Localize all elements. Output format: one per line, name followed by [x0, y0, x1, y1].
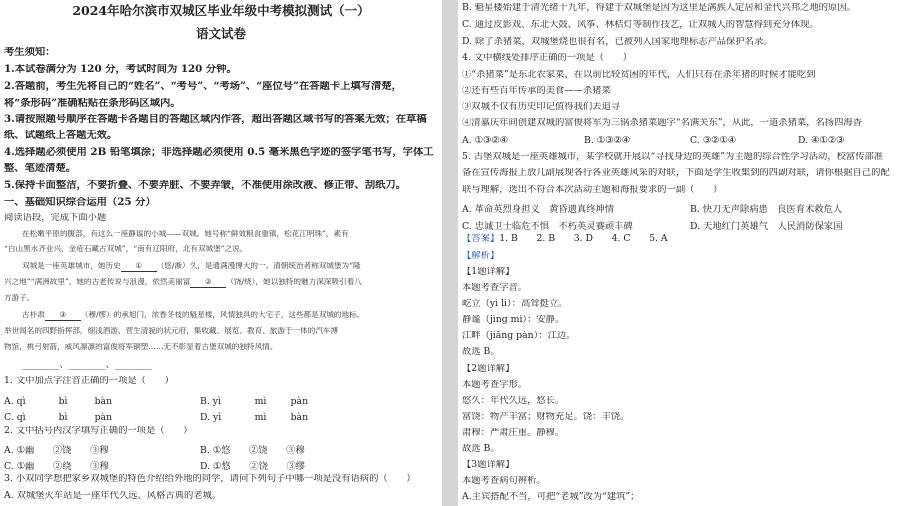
explanation-line: 肃穆：严肃庄重。静穆。	[462, 428, 565, 438]
question-5: 5. 古堡双城是一座英雄城市，某学校就开展以“寻找身边的英雄”为主题的综合性学习活动，校富传部准	[462, 152, 884, 162]
passage-line: 物馆，桃弓射箭，威风凛凛的富俊将军铜塑……无不彰显着古堡双城的独特风情。	[4, 343, 278, 351]
explanation-line: A.主宾搭配不当，可把“老城”改为“建筑”；	[462, 492, 640, 502]
blank-2: ②	[190, 278, 226, 288]
explanation-header: 【3题详解】	[462, 460, 515, 470]
explanation-line: 故选 B。	[462, 444, 500, 454]
left-page	[0, 0, 442, 506]
notice-line: 2.答题前，考生先将自己的“姓名”、“考号”、“考场”、“座位号”在答题卡上填写清楚，	[4, 81, 402, 92]
passage-line: 在松嫩平原的腹部，有这么一座静谧的小城——双城。她号称“鲜效粮食重镇，松花江明珠”，素有	[22, 230, 349, 238]
question-3: 3. 小双同学想把家乡双城堡的特色介绍给外地的同学，请问下列句子中哪一项是没有语病的（ ）	[4, 474, 416, 484]
q4-option-d[interactable]: D. ④①②③	[798, 135, 845, 146]
question-1: 1. 文中加点字注音正确的一项是（ ）	[4, 376, 174, 386]
answer-label: 【答案】	[462, 234, 500, 244]
q3-option-b[interactable]: B. 魁星楼始建于清光绪十九年，得建于双城堡是因为这里是满族人定居和金代兴邦之地的原因。	[462, 3, 856, 13]
analysis-label: 【解析】	[462, 251, 500, 261]
q4-item: ④清嘉庆年间创建双城的富俊将军为三锅杀猪菜题字“名满关东”，从此，一道杀猪菜，名扬四海香	[462, 118, 862, 128]
explanation-line: 本题考查字形。	[462, 380, 528, 390]
q4-option-b[interactable]: B. ①③②④	[584, 135, 631, 146]
q3-option-c[interactable]: C. 通过皮影戏、东北大鼓、风筝、林桔灯等制作技艺，让双城人的智慧得到充分体现。	[462, 20, 819, 30]
q4-item: ③双城不仅有历史印记值得我们去追寻	[462, 102, 621, 112]
blank-3: ③	[45, 311, 81, 321]
q4-item: ②还有些百年传承的美食——杀猪菜	[462, 86, 611, 96]
passage-line: 举世闻名的四野指挥部，细浅酒游、营生清貌的状元府，集收藏、展览、教育、旅游于一体的汽车博	[4, 327, 339, 335]
q5-option-b[interactable]: B. 快刀无声除病患 良医育术救危人	[690, 204, 843, 215]
notice-line: 将“条形码”准确粘贴在条形码区域内。	[4, 98, 181, 109]
right-page	[458, 0, 900, 506]
question-4: 4. 文中横线处排序正确的一项是（ ）	[462, 53, 632, 63]
section-heading: 一、基础知识综合运用（25 分）	[4, 197, 156, 208]
q2-option-d[interactable]: D. ①悠 ②饶 ③缪	[200, 461, 306, 472]
blank-1: ①	[121, 262, 157, 272]
passage-line: “白山黑水齐业兴，金疮石藏古双城”，“南有辽阳府，北有双城堡”之说。	[4, 245, 248, 253]
explanation-line: 悠久：年代久远，悠长。	[462, 396, 565, 406]
q4-item: ①“杀猪菜”是东北农家菜，在以前比较贫困的年代，人们只有在杀年猪的时候才能吃到	[462, 70, 816, 80]
explanation-line: 屹立（yì lì）：高耸挺立。	[462, 299, 568, 309]
question-2: 2. 文中括号内汉字填写正确的一项是（ ）	[4, 426, 193, 436]
notice-line: 纸、试题纸上答题无效。	[4, 130, 118, 141]
notice-line: 1.本试卷满分为 120 分，考试时间为 120 分钟。	[4, 64, 237, 75]
q5-option-d[interactable]: D. 天地红门英雄气 人民消防保家国	[690, 221, 843, 232]
explanation-line: 本题考查字音。	[462, 283, 528, 293]
q4-option-c[interactable]: C. ③②①④	[690, 135, 737, 146]
explanation-line: 故选 B。	[462, 347, 500, 357]
q3-option-d[interactable]: D. 除了杀猪菜，双城堡烧也很有名，已被列入国家地理标志产品保护名录。	[462, 37, 773, 47]
q3-option-a[interactable]: A. 双城堡火车站是一座年代久远、风格古典的老城。	[4, 491, 222, 501]
explanation-header: 【1题详解】	[462, 267, 515, 277]
q2-option-a[interactable]: A. ①幽 ②饶 ③穆	[4, 445, 109, 456]
passage-line: 方游子。	[4, 294, 35, 302]
explanation-line: 富饶：物产丰富；财物充足。饶：丰饶。	[462, 412, 630, 422]
q4-option-a[interactable]: A. ①③②④	[462, 135, 508, 146]
explanation-header: 【2题详解】	[462, 364, 515, 374]
explanation-line: 本题考查病句辨析。	[462, 476, 546, 486]
question-5-line: 联与理解，选出不符合本次活动主题和海报要求的一副（ ）	[462, 185, 723, 195]
answer-line: 【答案】1. B 2. B 3. D 4. C 5. A	[462, 234, 668, 244]
passage-line: 双城是一座英雄城市，她历史 ① （悠/渐）久，是通满漫博大的一。清朝统治者称双城堡为“隆	[22, 262, 361, 270]
notice-line: 5.保持卡面整洁，不要折叠、不要弄脏、不要弄皱，不准使用涂改液、修正带、刮纸刀。	[4, 180, 407, 191]
q5-option-c[interactable]: C. 忠诚卫士临危不惧 不朽英灵赛顽丰碑	[462, 221, 633, 232]
q1-option-d[interactable]: D. yì mì bàn	[200, 412, 309, 423]
fill-blanks: ________、________、________	[22, 360, 153, 370]
q2-option-b[interactable]: B. ①悠 ②饶 ③穆	[200, 445, 305, 456]
q2-option-c[interactable]: C. ①幽 ②绕 ③穆	[4, 461, 109, 472]
passage-line: 兴之地”“满洲故里”，她的古老传说与浪漫，依然美丽富 ② （饶/绕），她以独特的魅力深深吸引着八	[4, 278, 362, 286]
explanation-line: 静谧（jìng mì）：安静。	[462, 315, 565, 325]
notice-line: 整、笔迹清楚。	[4, 163, 77, 174]
q1-option-c[interactable]: C. qì bì pàn	[4, 412, 113, 423]
q1-option-a[interactable]: A. qì bì bàn	[4, 396, 113, 407]
exam-title: 2024年哈尔滨市双城区毕业年级中考模拟测试（一）	[72, 4, 370, 18]
passage-line: 古朴肃 ③ （穆/缪）的承旭门，浓香冬枝的魁星楼，风情独具的大宅子，这些都是双城的地标。	[22, 311, 365, 319]
q1-option-b[interactable]: B. yì mì pàn	[200, 396, 309, 407]
notice-header: 考生须知：	[4, 47, 56, 58]
notice-line: 4.选择题必须使用 2B 铅笔填涂；非选择题必须使用 0.5 毫米黑色字迹的签字笔书写，字体工	[4, 147, 434, 158]
explanation-line: 江畔（jiāng pàn）：江边。	[462, 331, 576, 341]
exam-subtitle: 语文试卷	[195, 27, 246, 41]
q5-option-a[interactable]: A. 革命英烈身担义 黄昏遗真终坤情	[462, 204, 615, 215]
notice-line: 3.请按照题号顺序在答题卡各题目的答题区域内作答，超出答题区域书写的答案无效；在草稿	[4, 114, 427, 125]
question-5-line: 备在宣传海报上放几副展现各行各业英雄风采的对联，下面是学生收集到的四副对联，请你根据自己的配	[462, 168, 890, 178]
reading-prompt: 阅读语段，完成下面小题	[4, 213, 107, 223]
